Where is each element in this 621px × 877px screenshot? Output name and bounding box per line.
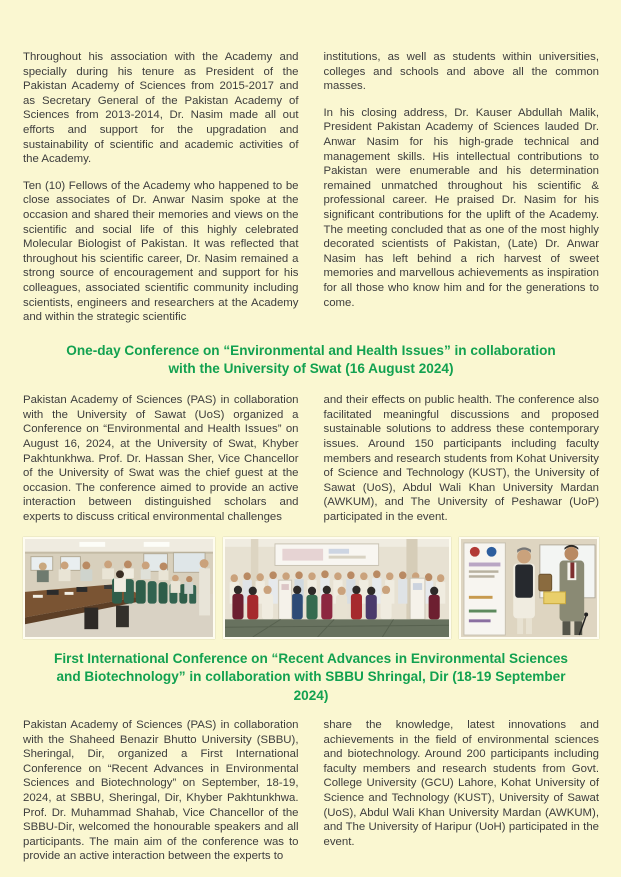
- paragraph: In his closing address, Dr. Kauser Abdullah Malik, President Pakistan Academy of Sciences lauded Dr. Anwar Nasim for his high-grade technical and management skills. His intellectual contributions to Pakistan were enumerable and his determination remained unmatched throughout his scientific & professional career. He praised Dr. Nasim for his significant contributions for the uplift of the Academy. The meeting concluded that as one of the most highly decorated scientists of Pakistan, (Late) Dr. Anwar Nasim has left behind a rich harvest of sweet memories and marvellous achievements as inspiration for all those who know him and for the generations to come.: [323, 106, 599, 309]
- paragraph: Throughout his association with the Academy and specially during his tenure as President of the Pakistan Academy of Sciences from 2015-2017 and as Secretary General of the Pakistan Academy of Sciences from 2013-2014, Dr. Nasim made all out efforts and support for the upgradation and sustainability of scientific and academic activities of the Academy.: [23, 51, 299, 166]
- conference-session-audience-photo: [23, 537, 215, 639]
- swat-conference-heading: One-day Conference on “Environmental and Health Issues” in collaboration with the University of Swat (16 August 2024): [66, 342, 556, 377]
- paragraph: Ten (10) Fellows of the Academy who happened to be close associates of Dr. Anwar Nasim spoke at the occasion and shared their memories and views on the scientific and social life of this highly celebrated Molecular Biologist of Pakistan. It was reflected that throughout his scientific career, Dr. Nasim remained a strong source of encouragement and support for his colleagues, associated scientific community including scientists, engineers and researchers at the Academy and within the strategic scientific: [23, 179, 299, 324]
- memorial-text-block: [23, 50, 599, 325]
- group-photo-illustration: [225, 539, 449, 637]
- participants-group-photo: [223, 537, 451, 639]
- sbbu-right-column: [324, 718, 600, 864]
- paragraph: share the knowledge, latest innovations and achievements in the field of environmental sciences and biotechnology. Around 200 participants including faculty members and research students from Govt. College University (GCU) Lahore, Kohat University of Science and Technology (KUST), University of Sawat (UoS), Abdul Wali Khan University Mardan (AWKUM), and The University of Haripur (UoH) participated in the event.: [323, 719, 599, 848]
- sbbu-left-column: [23, 718, 299, 864]
- sbbu-conference-heading: First International Conference on “Recent Advances in Environmental Sciences and Biotechnology” in collaboration with SBBU Shringal, Dir (18-19 September 2024): [54, 650, 568, 704]
- memorial-right-column: [324, 50, 600, 325]
- swat-text-block: [23, 393, 599, 524]
- paragraph: Pakistan Academy of Sciences (PAS) in collaboration with the University of Sawat (UoS) organized a Conference on “Environmental and Health Issues” on August 16, 2024, at the University of Swat, Khyber Pakhtunkhwa. Prof. Dr. Hassan Sher, Vice Chancellor of the University of Swat was the chief guest at the occasion. The conference aimed to provide an active interaction between distinguished scholars and experts to discuss critical environmental challenges: [23, 394, 299, 524]
- paragraph: and their effects on public health. The conference also facilitated meaningful discussions and proposed sustainable solutions to address these contemporary issues. Around 150 participants including faculty members and research students from Kohat University of Science and Technology (KUST), the University of Sawat (UoS), Abdul Wali Khan University Mardan (AWKUM), and The University of Peshawar (UoP) participated in the event.: [323, 394, 599, 524]
- conference-hall-illustration: [25, 539, 213, 637]
- paragraph: Pakistan Academy of Sciences (PAS) in collaboration with the Shaheed Benazir Bhutto University (SBBU), Sheringal, Dir, organized a First International Conference on “Recent Advances in Environmental Sciences and Biotechnology” on September, 18-19, 2024, at SBBU, Sheringal, Dir, Khyber Pakhtunkhwa. Prof. Dr. Muhammad Shahab, Vice Chancellor of the SBBU-Dir, welcomed the honourable speakers and all participants. The main aim of the conference was to provide an active interaction between the experts to: [23, 719, 299, 863]
- shield-presentation-photo: [459, 537, 599, 639]
- paragraph: institutions, as well as students within universities, colleges and schools and above all the common masses.: [323, 51, 599, 93]
- swat-left-column: [23, 393, 299, 524]
- swat-conference-photo-strip: [23, 537, 599, 639]
- award-ceremony-illustration: [461, 539, 597, 637]
- swat-right-column: [324, 393, 600, 524]
- sbbu-text-block: [23, 718, 599, 864]
- memorial-left-column: [23, 50, 299, 325]
